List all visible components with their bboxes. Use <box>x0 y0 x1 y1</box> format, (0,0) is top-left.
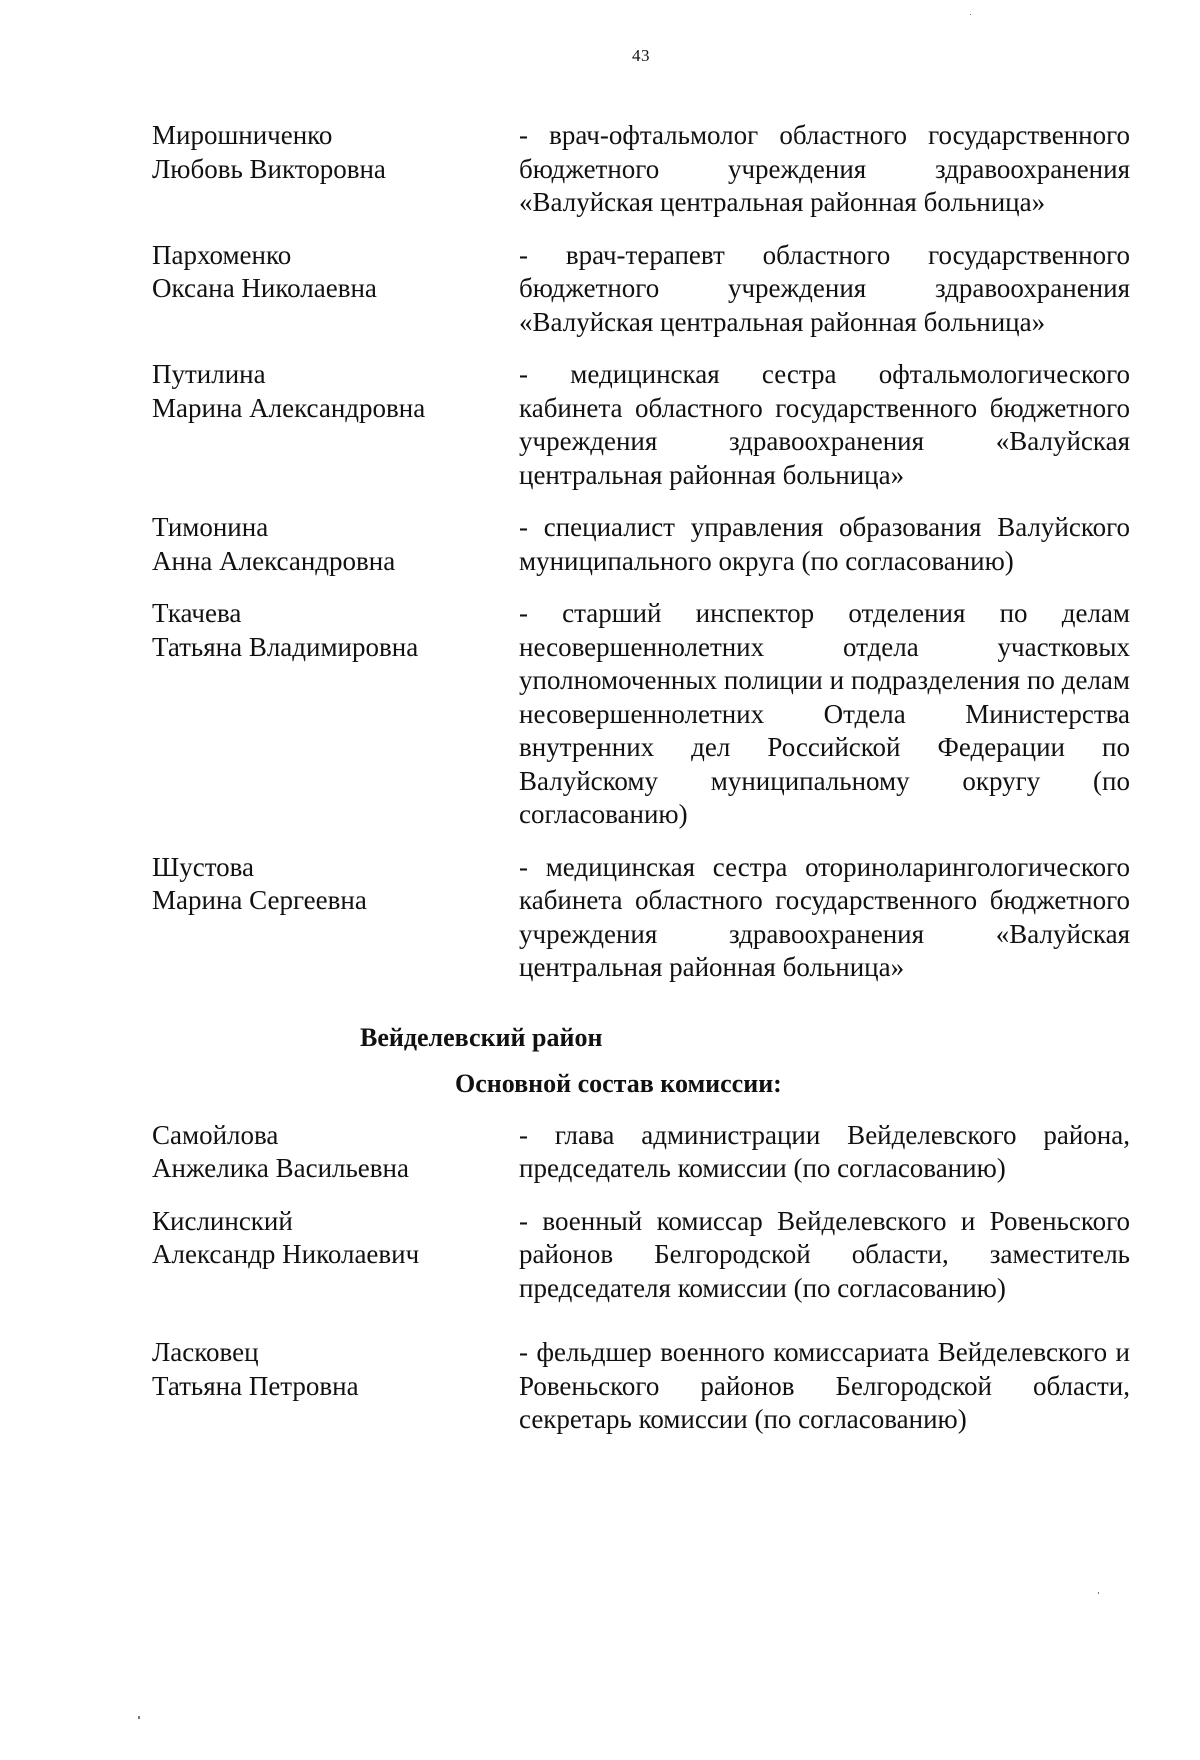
member-entry <box>152 239 1130 340</box>
member-position: - врач-терапевт областного государственного бюджетного учреждения здравоохранения «Валуйская центральная районная больница» <box>519 239 1130 337</box>
member-given-names: Александр Николаевич <box>152 1239 420 1269</box>
member-surname: Мирошниченко <box>152 120 333 150</box>
member-position: - врач-офтальмолог областного государственного бюджетного учреждения здравоохранения «Валуйская центральная районная больница» <box>519 120 1130 217</box>
member-entry <box>152 1119 1130 1186</box>
member-name <box>152 1336 519 1437</box>
scan-speck <box>970 14 971 15</box>
scan-speck <box>1098 1592 1099 1594</box>
member-given-names: Оксана Николаевна <box>152 273 377 303</box>
member-surname: Ткачева <box>152 598 242 628</box>
member-entry <box>152 358 1130 492</box>
scan-speck <box>138 1716 140 1719</box>
page-number: 43 <box>632 46 650 65</box>
member-entry <box>152 1205 1130 1306</box>
member-name <box>152 1205 519 1306</box>
member-name <box>152 239 519 340</box>
member-entry <box>152 119 1130 220</box>
member-given-names: Марина Александровна <box>152 392 426 423</box>
member-position: - военный комиссар Вейделевского и Ровеньского районов Белгородской области, заместитель председателя комиссии (по согласованию) <box>519 1205 1130 1303</box>
member-position: - специалист управления образования Валуйского муниципального округа (по согласованию) <box>519 512 1130 576</box>
member-entry <box>152 511 1130 578</box>
member-given-names: Татьяна Владимировна <box>152 631 419 662</box>
member-given-names: Татьяна Петровна <box>152 1370 359 1401</box>
member-surname: Ласковец <box>152 1337 259 1367</box>
member-position: - медицинская сестра офтальмологического кабинета областного государственного бюджетного учреждения здравоохранения «Валуйская центральная районная больница» <box>519 359 1130 490</box>
member-name <box>152 597 519 832</box>
member-surname: Тимонина <box>152 512 269 542</box>
member-position: - фельдшер военного комиссариата Вейделевского и Ровеньского районов Белгородской области, секретарь комиссии (по согласованию) <box>519 1337 1130 1434</box>
member-entry <box>152 851 1130 985</box>
member-surname: Кислинский <box>152 1205 293 1236</box>
member-name <box>152 851 519 985</box>
member-position: - глава администрации Вейделевского района, председатель комиссии (по согласованию) <box>519 1119 1130 1183</box>
member-name <box>152 119 519 220</box>
district-heading: Вейделевский район <box>360 1022 603 1052</box>
member-name <box>152 1119 519 1186</box>
member-entry <box>152 597 1130 832</box>
member-given-names: Анжелика Васильевна <box>152 1153 409 1183</box>
member-surname: Путилина <box>152 359 266 389</box>
member-given-names: Анна Александровна <box>152 545 396 576</box>
member-given-names: Любовь Викторовна <box>152 153 386 184</box>
member-surname: Пархоменко <box>152 239 292 270</box>
commission-member-list <box>152 119 1130 1437</box>
member-position: - старший инспектор отделения по делам несовершеннолетних отдела участковых уполномоченных полиции и подразделения по делам несовершеннолетних Отдела Министерства внутренних дел Российской Федерации по Валуйскому муниципальному округу (по согласованию) <box>519 598 1130 829</box>
composition-heading: Основной состав комиссии: <box>455 1068 782 1098</box>
member-name <box>152 358 519 492</box>
member-surname: Самойлова <box>152 1119 279 1150</box>
member-entry <box>152 1336 1130 1437</box>
member-position: - медицинская сестра оториноларингологического кабинета областного государственного бюджетного учреждения здравоохранения «Валуйская центральная районная больница» <box>519 851 1130 982</box>
member-given-names: Марина Сергеевна <box>152 885 367 915</box>
member-name <box>152 511 519 578</box>
member-surname: Шустова <box>152 851 255 882</box>
